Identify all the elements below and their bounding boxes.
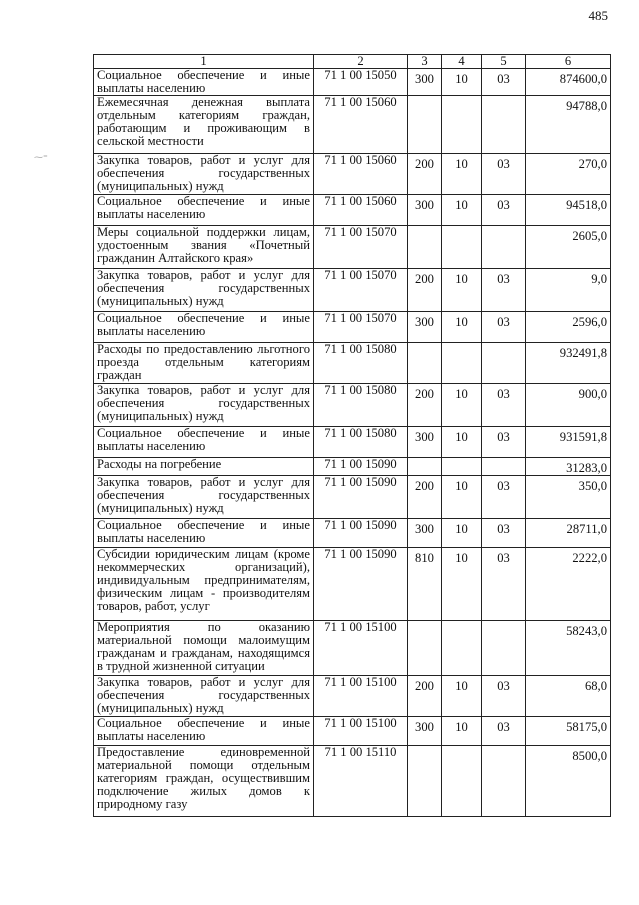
- row-expense-type-cell: 300: [408, 312, 442, 343]
- row-code-cell: 71 1 00 15070: [314, 226, 408, 269]
- row-code-cell: 71 1 00 15110: [314, 746, 408, 817]
- row-expense-type-cell: 300: [408, 69, 442, 96]
- row-name-cell: Социальное обеспечение и иные выплаты населению: [94, 427, 314, 458]
- page-number: 485: [588, 8, 608, 23]
- scan-mark: ⁓⁼: [34, 152, 48, 162]
- row-name-cell: Социальное обеспечение и иные выплаты населению: [94, 69, 314, 96]
- row-sum-cell: 2605,0: [526, 226, 611, 269]
- row-name-cell: Субсидии юридическим лицам (кроме некоммерческих организаций), индивидуальным предпринимателям, физическим лицам - производителям товаров, работ, услуг: [94, 548, 314, 621]
- row-section-cell: 10: [442, 312, 482, 343]
- row-expense-type-cell: 300: [408, 195, 442, 226]
- row-name-cell: Расходы на погребение: [94, 458, 314, 476]
- row-sum-cell: 2222,0: [526, 548, 611, 621]
- row-subsection-cell: 03: [482, 519, 526, 548]
- table-row: [94, 269, 611, 312]
- row-section-cell: 10: [442, 427, 482, 458]
- row-code-cell: 71 1 00 15070: [314, 312, 408, 343]
- row-sum-cell: 931591,8: [526, 427, 611, 458]
- row-section-cell: 10: [442, 519, 482, 548]
- row-sum-cell: 58175,0: [526, 717, 611, 746]
- row-name-cell: Закупка товаров, работ и услуг для обеспечения государственных (муниципальных) нужд: [94, 384, 314, 427]
- row-section-cell: 10: [442, 269, 482, 312]
- column-header: 6: [526, 55, 611, 69]
- row-expense-type-cell: 200: [408, 384, 442, 427]
- table-row: [94, 548, 611, 621]
- row-name-cell: Расходы по предоставлению льготного проезда отдельным категориям граждан: [94, 343, 314, 384]
- row-subsection-cell: [482, 621, 526, 676]
- row-expense-type-cell: 200: [408, 269, 442, 312]
- row-code-cell: 71 1 00 15100: [314, 717, 408, 746]
- column-header: 5: [482, 55, 526, 69]
- row-subsection-cell: [482, 343, 526, 384]
- row-sum-cell: 874600,0: [526, 69, 611, 96]
- table-row: [94, 519, 611, 548]
- table-row: [94, 96, 611, 154]
- row-expense-type-cell: 300: [408, 519, 442, 548]
- column-header: 3: [408, 55, 442, 69]
- row-sum-cell: 28711,0: [526, 519, 611, 548]
- row-sum-cell: 2596,0: [526, 312, 611, 343]
- row-code-cell: 71 1 00 15080: [314, 343, 408, 384]
- row-subsection-cell: 03: [482, 427, 526, 458]
- row-name-cell: Предоставление единовременной материальной помощи отдельным категориям граждан, осуществившим подключение жилых домов к природному газу: [94, 746, 314, 817]
- row-name-cell: Социальное обеспечение и иные выплаты населению: [94, 519, 314, 548]
- row-subsection-cell: 03: [482, 269, 526, 312]
- row-name-cell: Социальное обеспечение и иные выплаты населению: [94, 195, 314, 226]
- row-sum-cell: 270,0: [526, 154, 611, 195]
- row-expense-type-cell: [408, 226, 442, 269]
- row-expense-type-cell: 200: [408, 676, 442, 717]
- row-code-cell: 71 1 00 15060: [314, 96, 408, 154]
- row-code-cell: 71 1 00 15090: [314, 458, 408, 476]
- row-code-cell: 71 1 00 15100: [314, 621, 408, 676]
- column-header: 4: [442, 55, 482, 69]
- row-expense-type-cell: 300: [408, 717, 442, 746]
- row-name-cell: Социальное обеспечение и иные выплаты населению: [94, 312, 314, 343]
- row-name-cell: Меры социальной поддержки лицам, удостоенным звания «Почетный гражданин Алтайского края»: [94, 226, 314, 269]
- row-code-cell: 71 1 00 15090: [314, 548, 408, 621]
- table-row: [94, 384, 611, 427]
- row-section-cell: [442, 746, 482, 817]
- row-sum-cell: 900,0: [526, 384, 611, 427]
- row-code-cell: 71 1 00 15070: [314, 269, 408, 312]
- row-subsection-cell: 03: [482, 195, 526, 226]
- row-sum-cell: 94788,0: [526, 96, 611, 154]
- row-section-cell: [442, 96, 482, 154]
- table-row: [94, 427, 611, 458]
- row-expense-type-cell: 300: [408, 427, 442, 458]
- row-section-cell: 10: [442, 476, 482, 519]
- row-sum-cell: 94518,0: [526, 195, 611, 226]
- table-row: [94, 343, 611, 384]
- row-subsection-cell: 03: [482, 154, 526, 195]
- row-code-cell: 71 1 00 15050: [314, 69, 408, 96]
- row-sum-cell: 932491,8: [526, 343, 611, 384]
- table-row: [94, 154, 611, 195]
- row-sum-cell: 31283,0: [526, 458, 611, 476]
- row-sum-cell: 9,0: [526, 269, 611, 312]
- row-subsection-cell: 03: [482, 69, 526, 96]
- row-code-cell: 71 1 00 15100: [314, 676, 408, 717]
- row-section-cell: [442, 226, 482, 269]
- table-row: [94, 476, 611, 519]
- row-code-cell: 71 1 00 15090: [314, 519, 408, 548]
- row-name-cell: Закупка товаров, работ и услуг для обеспечения государственных (муниципальных) нужд: [94, 476, 314, 519]
- row-section-cell: [442, 343, 482, 384]
- row-code-cell: 71 1 00 15080: [314, 384, 408, 427]
- row-section-cell: [442, 458, 482, 476]
- row-subsection-cell: 03: [482, 717, 526, 746]
- table-row: [94, 676, 611, 717]
- row-expense-type-cell: 810: [408, 548, 442, 621]
- row-subsection-cell: 03: [482, 476, 526, 519]
- row-section-cell: [442, 621, 482, 676]
- row-subsection-cell: 03: [482, 548, 526, 621]
- row-subsection-cell: 03: [482, 312, 526, 343]
- table-row: [94, 717, 611, 746]
- row-code-cell: 71 1 00 15090: [314, 476, 408, 519]
- table-row: [94, 195, 611, 226]
- column-header: 2: [314, 55, 408, 69]
- row-subsection-cell: 03: [482, 384, 526, 427]
- row-subsection-cell: [482, 226, 526, 269]
- row-name-cell: Закупка товаров, работ и услуг для обеспечения государственных (муниципальных) нужд: [94, 676, 314, 717]
- row-sum-cell: 8500,0: [526, 746, 611, 817]
- row-code-cell: 71 1 00 15060: [314, 195, 408, 226]
- row-expense-type-cell: [408, 621, 442, 676]
- row-sum-cell: 350,0: [526, 476, 611, 519]
- row-section-cell: 10: [442, 548, 482, 621]
- row-name-cell: Ежемесячная денежная выплата отдельным категориям граждан, работающим и проживающим в сельской местности: [94, 96, 314, 154]
- row-section-cell: 10: [442, 69, 482, 96]
- row-section-cell: 10: [442, 195, 482, 226]
- row-name-cell: Социальное обеспечение и иные выплаты населению: [94, 717, 314, 746]
- budget-table: [93, 54, 611, 817]
- row-name-cell: Закупка товаров, работ и услуг для обеспечения государственных (муниципальных) нужд: [94, 154, 314, 195]
- row-expense-type-cell: [408, 343, 442, 384]
- row-expense-type-cell: [408, 458, 442, 476]
- table-row: [94, 746, 611, 817]
- row-expense-type-cell: 200: [408, 476, 442, 519]
- row-sum-cell: 68,0: [526, 676, 611, 717]
- row-expense-type-cell: 200: [408, 154, 442, 195]
- row-section-cell: 10: [442, 676, 482, 717]
- row-code-cell: 71 1 00 15060: [314, 154, 408, 195]
- row-section-cell: 10: [442, 154, 482, 195]
- row-subsection-cell: 03: [482, 676, 526, 717]
- table-header-row: [94, 55, 611, 69]
- table-row: [94, 458, 611, 476]
- table-row: [94, 312, 611, 343]
- row-name-cell: Мероприятия по оказанию материальной помощи малоимущим гражданам и гражданам, находящимся в трудной жизненной ситуации: [94, 621, 314, 676]
- row-expense-type-cell: [408, 746, 442, 817]
- row-sum-cell: 58243,0: [526, 621, 611, 676]
- column-header: 1: [94, 55, 314, 69]
- table-row: [94, 621, 611, 676]
- row-subsection-cell: [482, 458, 526, 476]
- row-expense-type-cell: [408, 96, 442, 154]
- row-section-cell: 10: [442, 717, 482, 746]
- row-name-cell: Закупка товаров, работ и услуг для обеспечения государственных (муниципальных) нужд: [94, 269, 314, 312]
- table-row: [94, 226, 611, 269]
- row-code-cell: 71 1 00 15080: [314, 427, 408, 458]
- table-row: [94, 69, 611, 96]
- row-subsection-cell: [482, 96, 526, 154]
- row-section-cell: 10: [442, 384, 482, 427]
- row-subsection-cell: [482, 746, 526, 817]
